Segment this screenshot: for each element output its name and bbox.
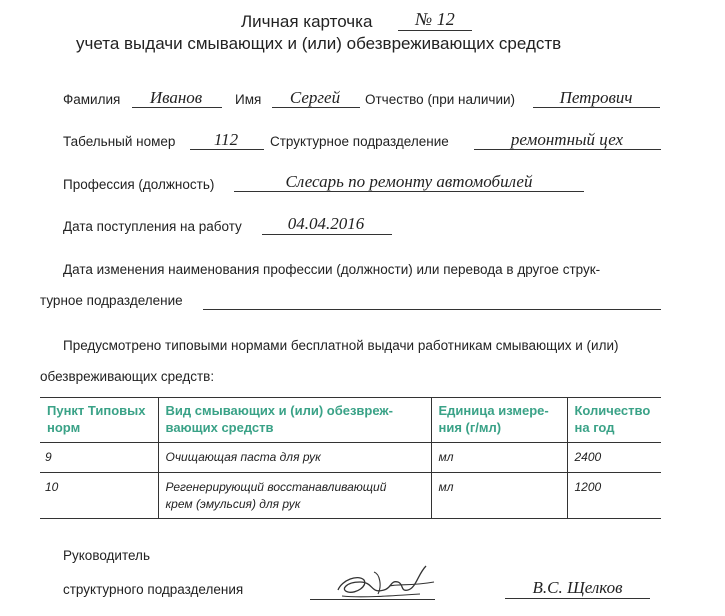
card-title-text: Личная карточка bbox=[241, 12, 373, 31]
cell-name: Регенерирующий восстанавливающий крем (эмульсия) для рук bbox=[158, 473, 431, 519]
hire-date-label: Дата поступления на работу bbox=[63, 219, 242, 234]
name-value: Сергей bbox=[289, 88, 341, 107]
signer-line bbox=[505, 598, 650, 599]
card-number-line bbox=[398, 30, 472, 31]
tab-number-value: 112 bbox=[213, 130, 239, 149]
surname-label: Фамилия bbox=[63, 92, 121, 107]
profession-label: Профессия (должность) bbox=[63, 177, 215, 192]
patronymic-line bbox=[533, 107, 660, 108]
tab-number-line bbox=[190, 149, 264, 150]
cell-item: 10 bbox=[40, 473, 158, 519]
signature-image bbox=[330, 560, 440, 604]
norms-intro-line2: обезвреживающих средств: bbox=[40, 369, 215, 384]
department-label: Структурное подразделение bbox=[270, 134, 449, 149]
card-subtitle: учета выдачи смывающих и (или) обезвреживающих средств bbox=[76, 34, 562, 53]
norms-intro-line1: Предусмотрено типовыми нормами бесплатной выдачи работникам смывающих и (или) bbox=[63, 338, 619, 353]
card-number: № 12 bbox=[415, 9, 455, 29]
change-text-line1: Дата изменения наименования профессии (должности) или перевода в другое струк- bbox=[63, 262, 601, 277]
department-value: ремонтный цех bbox=[510, 130, 624, 149]
cell-unit: мл bbox=[431, 473, 567, 519]
card-title bbox=[241, 12, 372, 32]
department-line bbox=[474, 149, 661, 150]
signature-line bbox=[310, 599, 435, 600]
surname-value: Иванов bbox=[149, 88, 203, 107]
head-label-line2: структурного подразделения bbox=[63, 582, 244, 597]
cell-qty: 2400 bbox=[567, 443, 661, 473]
header-quantity: Количество на год bbox=[567, 398, 661, 443]
header-item-number: Пункт Типовых норм bbox=[40, 398, 158, 443]
name-line bbox=[272, 107, 360, 108]
profession-line bbox=[234, 191, 584, 192]
header-unit: Единица измере- ния (г/мл) bbox=[431, 398, 567, 443]
norms-table bbox=[40, 397, 661, 519]
change-line bbox=[203, 309, 661, 310]
tab-number-label: Табельный номер bbox=[63, 134, 176, 149]
table-row bbox=[40, 473, 661, 519]
profession-value: Слесарь по ремонту автомобилей bbox=[285, 172, 533, 191]
name-label: Имя bbox=[235, 92, 262, 107]
surname-line bbox=[132, 107, 222, 108]
cell-unit: мл bbox=[431, 443, 567, 473]
hire-date-value: 04.04.2016 bbox=[287, 214, 365, 233]
cell-item: 9 bbox=[40, 443, 158, 473]
table-header-row bbox=[40, 398, 661, 443]
patronymic-value: Петрович bbox=[559, 88, 633, 107]
head-label-line1: Руководитель bbox=[63, 548, 150, 563]
table-row bbox=[40, 443, 661, 473]
signer-name: В.С. Щелков bbox=[532, 578, 623, 597]
header-product-type: Вид смывающих и (или) обезвреж- вающих средств bbox=[158, 398, 431, 443]
patronymic-label: Отчество (при наличии) bbox=[365, 92, 516, 107]
hire-date-line bbox=[262, 234, 392, 235]
cell-qty: 1200 bbox=[567, 473, 661, 519]
cell-name: Очищающая паста для рук bbox=[158, 443, 431, 473]
change-text-line2: турное подразделение bbox=[40, 293, 183, 308]
